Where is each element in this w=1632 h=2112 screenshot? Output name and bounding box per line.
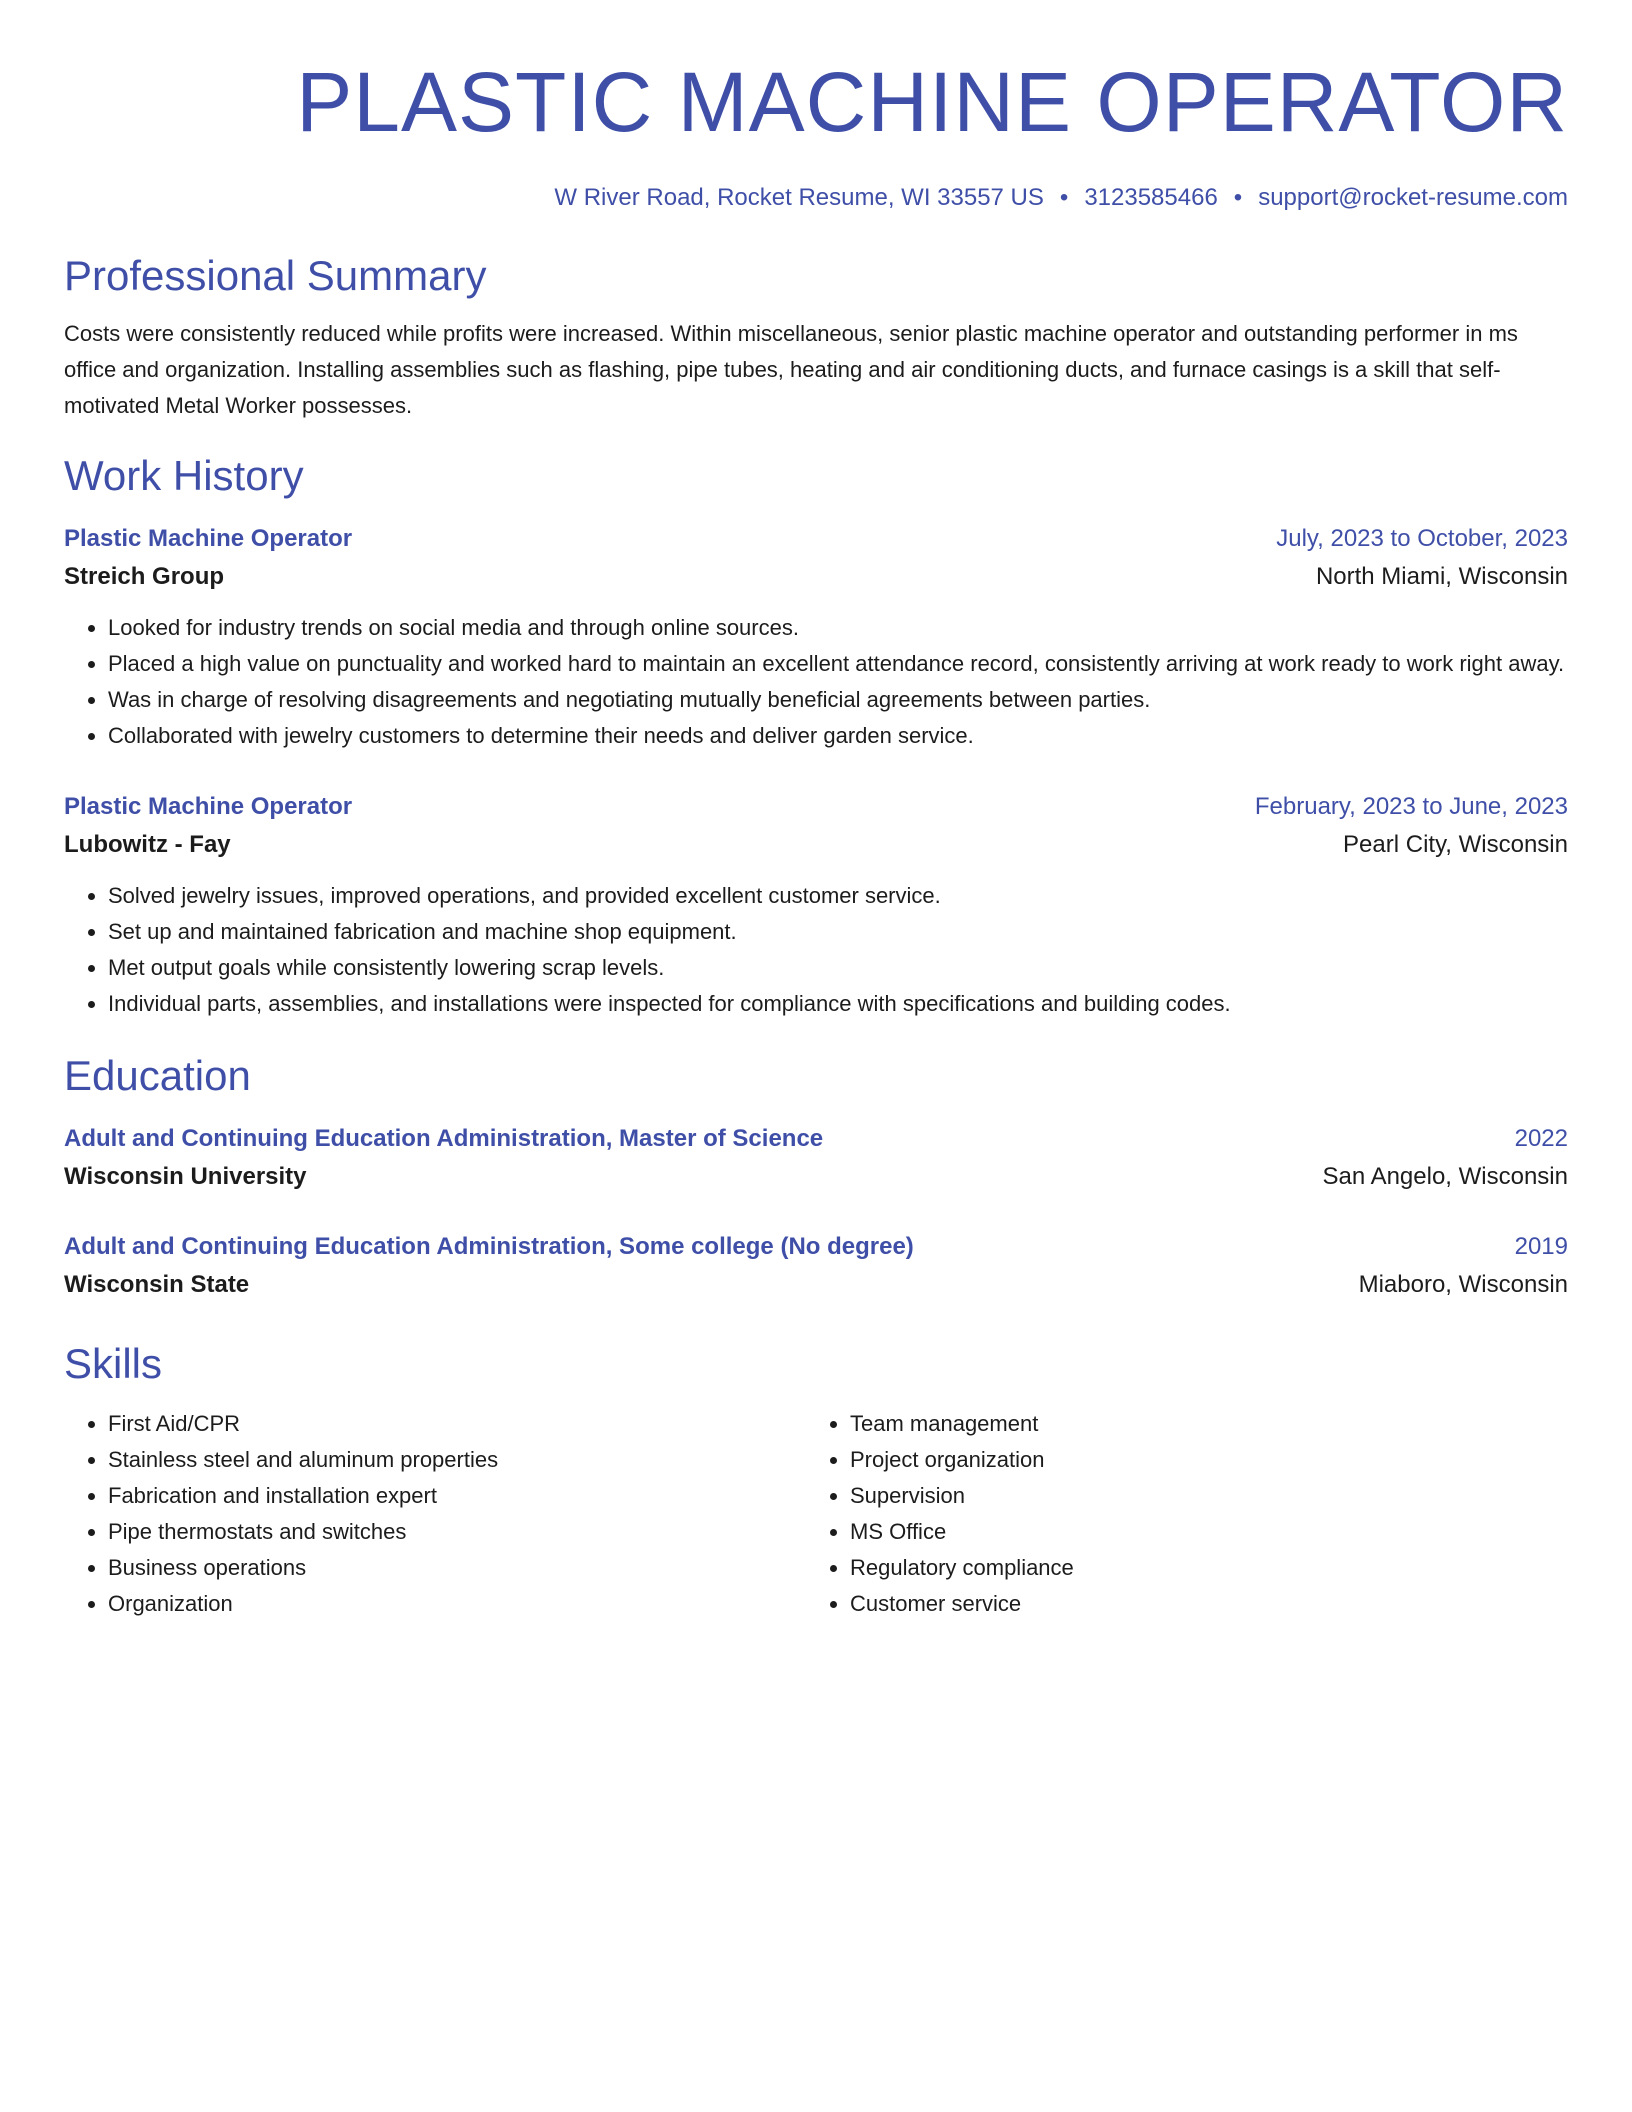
contact-separator: •	[1059, 184, 1069, 211]
job-bullet: • Looked for industry trends on social media and through online sources.	[108, 610, 1568, 646]
education-school: Wisconsin State	[64, 1271, 250, 1298]
job-bullet: • Set up and maintained fabrication and machine shop equipment.	[108, 914, 1568, 950]
job-entry	[64, 520, 1568, 754]
summary-text: Costs were consistently reduced while profits were increased. Within miscellaneous, senior plastic machine operator and outstanding performer in ms office and organization. Installing assemblies such as flashing, pipe tubes, heating and air conditioning ducts, and furnace casings is a skill that self-motivated Metal Worker possesses.	[64, 321, 1518, 418]
skills-heading: Skills	[64, 1340, 163, 1387]
skill-item: • Stainless steel and aluminum properties	[108, 1442, 806, 1478]
skill-item: • Business operations	[108, 1550, 806, 1586]
resume-title: PLASTIC MACHINE OPERATOR	[296, 55, 1568, 149]
job-bullet: • Placed a high value on punctuality and worked hard to maintain an excellent attendance record, consistently arriving at work ready to work right away.	[108, 646, 1568, 682]
job-header-row	[64, 788, 1568, 826]
job-dates: February, 2023 to June, 2023	[1254, 793, 1568, 820]
job-bullet: • Solved jewelry issues, improved operations, and provided excellent customer service.	[108, 878, 1568, 914]
skill-item: • Supervision	[850, 1478, 1548, 1514]
job-company-row	[64, 826, 1568, 864]
skills-list	[64, 1406, 1568, 1622]
contact-phone: 3123585466	[1084, 184, 1218, 211]
education-degree: Adult and Continuing Education Administration, Some college (No degree)	[64, 1233, 914, 1260]
resume-page	[64, 52, 1568, 1622]
job-dates: July, 2023 to October, 2023	[1276, 525, 1568, 552]
job-bullet: • Individual parts, assemblies, and installations were inspected for compliance with specifications and building codes.	[108, 986, 1568, 1022]
contact-address: W River Road, Rocket Resume, WI 33557 US	[554, 184, 1044, 211]
education-header-row	[64, 1120, 1568, 1158]
skills-column-right	[806, 1406, 1548, 1622]
job-bullet: • Met output goals while consistently lowering scrap levels.	[108, 950, 1568, 986]
skill-item: • First Aid/CPR	[108, 1406, 806, 1442]
job-bullet: • Was in charge of resolving disagreements and negotiating mutually beneficial agreements between parties.	[108, 682, 1568, 718]
education-school-row	[64, 1266, 1568, 1304]
skills-column-left	[64, 1406, 806, 1622]
contact-email: support@rocket-resume.com	[1258, 184, 1568, 211]
education-year: 2022	[1514, 1125, 1568, 1152]
job-bullets	[64, 878, 1568, 1022]
job-title: Plastic Machine Operator	[64, 793, 353, 820]
education-degree: Adult and Continuing Education Administration, Master of Science	[64, 1125, 824, 1152]
skill-item: • Customer service	[850, 1586, 1548, 1622]
skill-item: • Project organization	[850, 1442, 1548, 1478]
education-entry	[64, 1228, 1568, 1304]
skill-item: • MS Office	[850, 1514, 1548, 1550]
skill-item: • Regulatory compliance	[850, 1550, 1548, 1586]
education-location: San Angelo, Wisconsin	[1322, 1163, 1568, 1190]
job-location: North Miami, Wisconsin	[1315, 563, 1568, 590]
job-company: Streich Group	[64, 563, 225, 590]
job-title: Plastic Machine Operator	[64, 525, 353, 552]
work-history-heading: Work History	[64, 452, 304, 499]
education-entry	[64, 1120, 1568, 1196]
skill-item: • Team management	[850, 1406, 1548, 1442]
contact-line	[64, 182, 1568, 214]
skill-item: • Fabrication and installation expert	[108, 1478, 806, 1514]
job-location: Pearl City, Wisconsin	[1343, 831, 1568, 858]
job-bullet: • Collaborated with jewelry customers to determine their needs and deliver garden service.	[108, 718, 1568, 754]
education-heading: Education	[64, 1052, 251, 1099]
education-year: 2019	[1514, 1233, 1568, 1260]
job-company: Lubowitz - Fay	[64, 831, 231, 858]
education-header-row	[64, 1228, 1568, 1266]
job-header-row	[64, 520, 1568, 558]
job-company-row	[64, 558, 1568, 596]
education-school: Wisconsin University	[64, 1163, 307, 1190]
skill-item: • Pipe thermostats and switches	[108, 1514, 806, 1550]
education-location: Miaboro, Wisconsin	[1358, 1271, 1568, 1298]
education-school-row	[64, 1158, 1568, 1196]
contact-separator: •	[1233, 184, 1243, 211]
skill-item: • Organization	[108, 1586, 806, 1622]
job-bullets	[64, 610, 1568, 754]
job-entry	[64, 788, 1568, 1022]
summary-heading: Professional Summary	[64, 252, 487, 299]
